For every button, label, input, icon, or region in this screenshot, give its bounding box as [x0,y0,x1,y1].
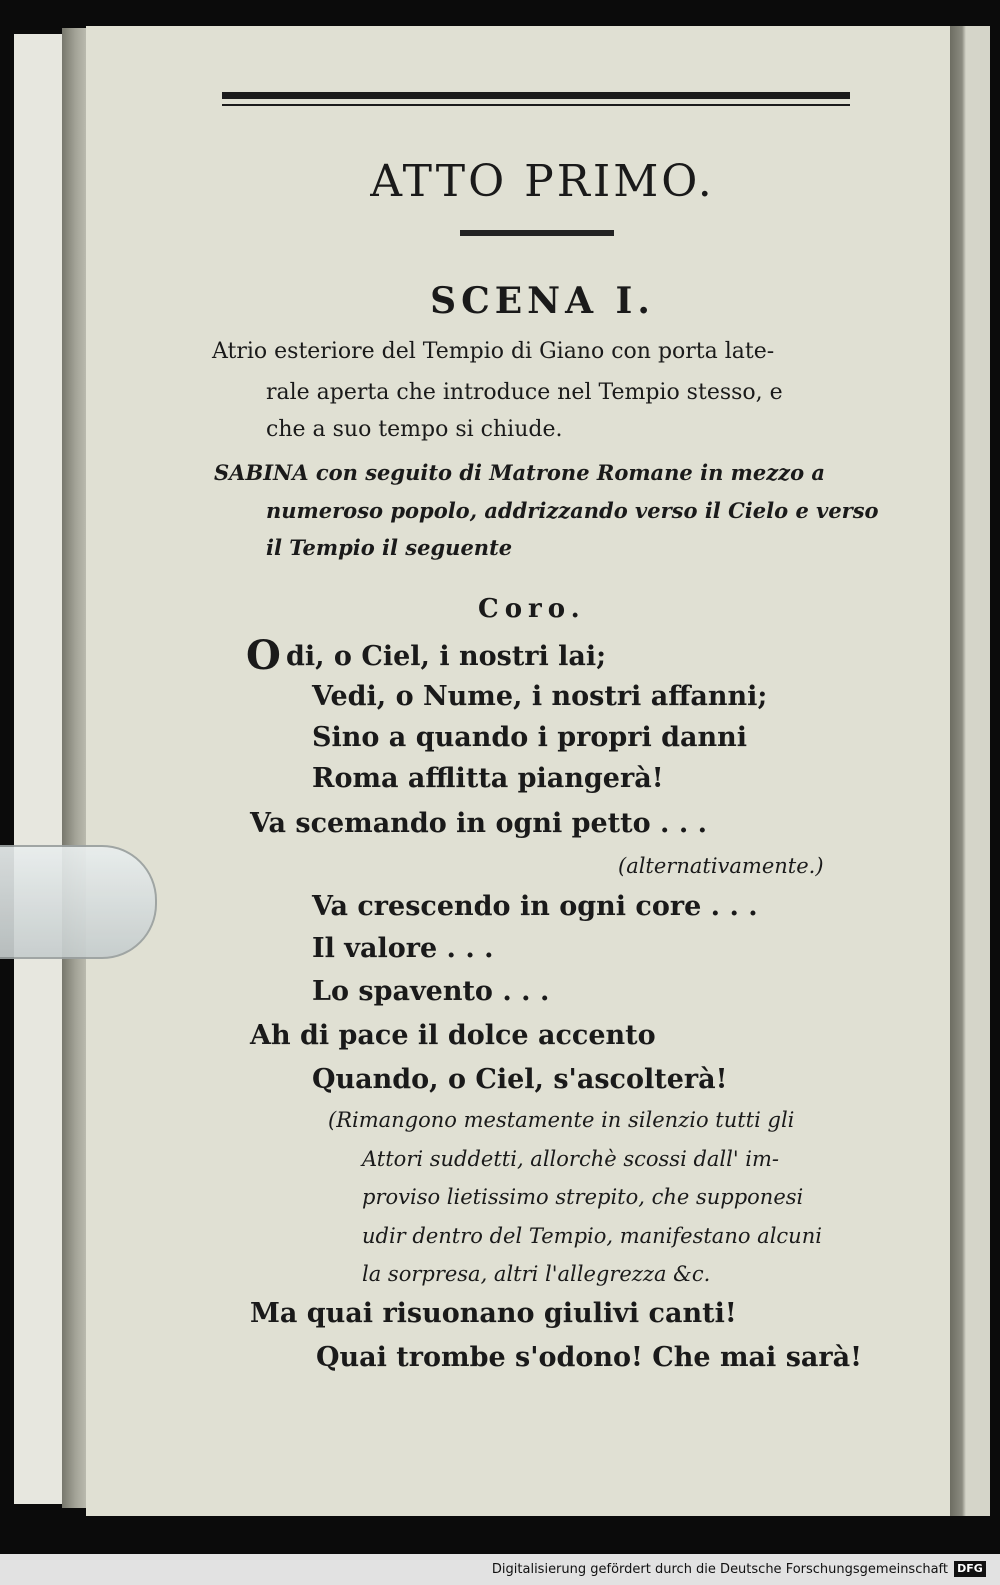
cast-direction-line: SABINA con seguito di Matrone Romane in mezzo a [214,460,826,485]
verse-line: Vedi, o Nume, i nostri affanni; [312,681,768,712]
verse-line: Ma quai risuonano giulivi canti! [250,1298,737,1329]
footer-credit: Digitalisierung gefördert durch die Deutsche Forschungsgemeinschaft [491,1562,948,1577]
aside-direction: (alternativamente.) [618,854,824,878]
stage-note-line: udir dentro del Tempio, manifestano alcuni [362,1224,822,1248]
stage-direction-line: Atrio esteriore del Tempio di Giano con porta late- [212,339,775,364]
stage-direction-line: rale aperta che introduce nel Tempio stesso, e [266,380,783,405]
stage-note-line: la sorpresa, altri l'allegrezza &c. [362,1262,711,1286]
stage-direction-line: che a suo tempo si chiude. [266,417,563,442]
verse-line: Quai trombe s'odono! Che mai sarà! [316,1342,862,1373]
act-title: ATTO PRIMO. [370,156,715,207]
title-rule [460,230,614,236]
dfg-logo: DFG [954,1561,986,1577]
verse-line: Va crescendo in ogni core . . . [312,891,758,922]
drop-cap: O [246,632,281,679]
top-rule-thick [222,92,850,99]
verse-line: di, o Ciel, i nostri lai; [286,641,607,672]
next-page-edge [950,26,990,1516]
stage-note-line: Attori suddetti, allorchè scossi dall' im- [362,1147,780,1171]
cast-direction-line: numeroso popolo, addrizzando verso il Cielo e verso [266,498,879,523]
verse-line: Quando, o Ciel, s'ascolterà! [312,1064,728,1095]
footer-bar [0,1554,1000,1585]
cast-direction-line: il Tempio il seguente [266,535,513,560]
scene-title: SCENA I. [430,280,655,322]
stage-note-line: (Rimangono mestamente in silenzio tutti gli [328,1108,795,1132]
verse-line: Ah di pace il dolce accento [250,1020,656,1051]
speaker-label: Coro. [478,594,586,624]
verse-line: Va scemando in ogni petto . . . [250,808,708,839]
page-holder-clip [0,845,157,959]
verse-line: Il valore . . . [312,933,494,964]
verse-line: Roma afflitta piangerà! [312,763,664,794]
stage-note-line: proviso lietissimo strepito, che supponesi [362,1185,804,1209]
top-rule-thin [222,104,850,106]
verse-line: Lo spavento . . . [312,976,550,1007]
verse-line: Sino a quando i propri danni [312,722,748,753]
